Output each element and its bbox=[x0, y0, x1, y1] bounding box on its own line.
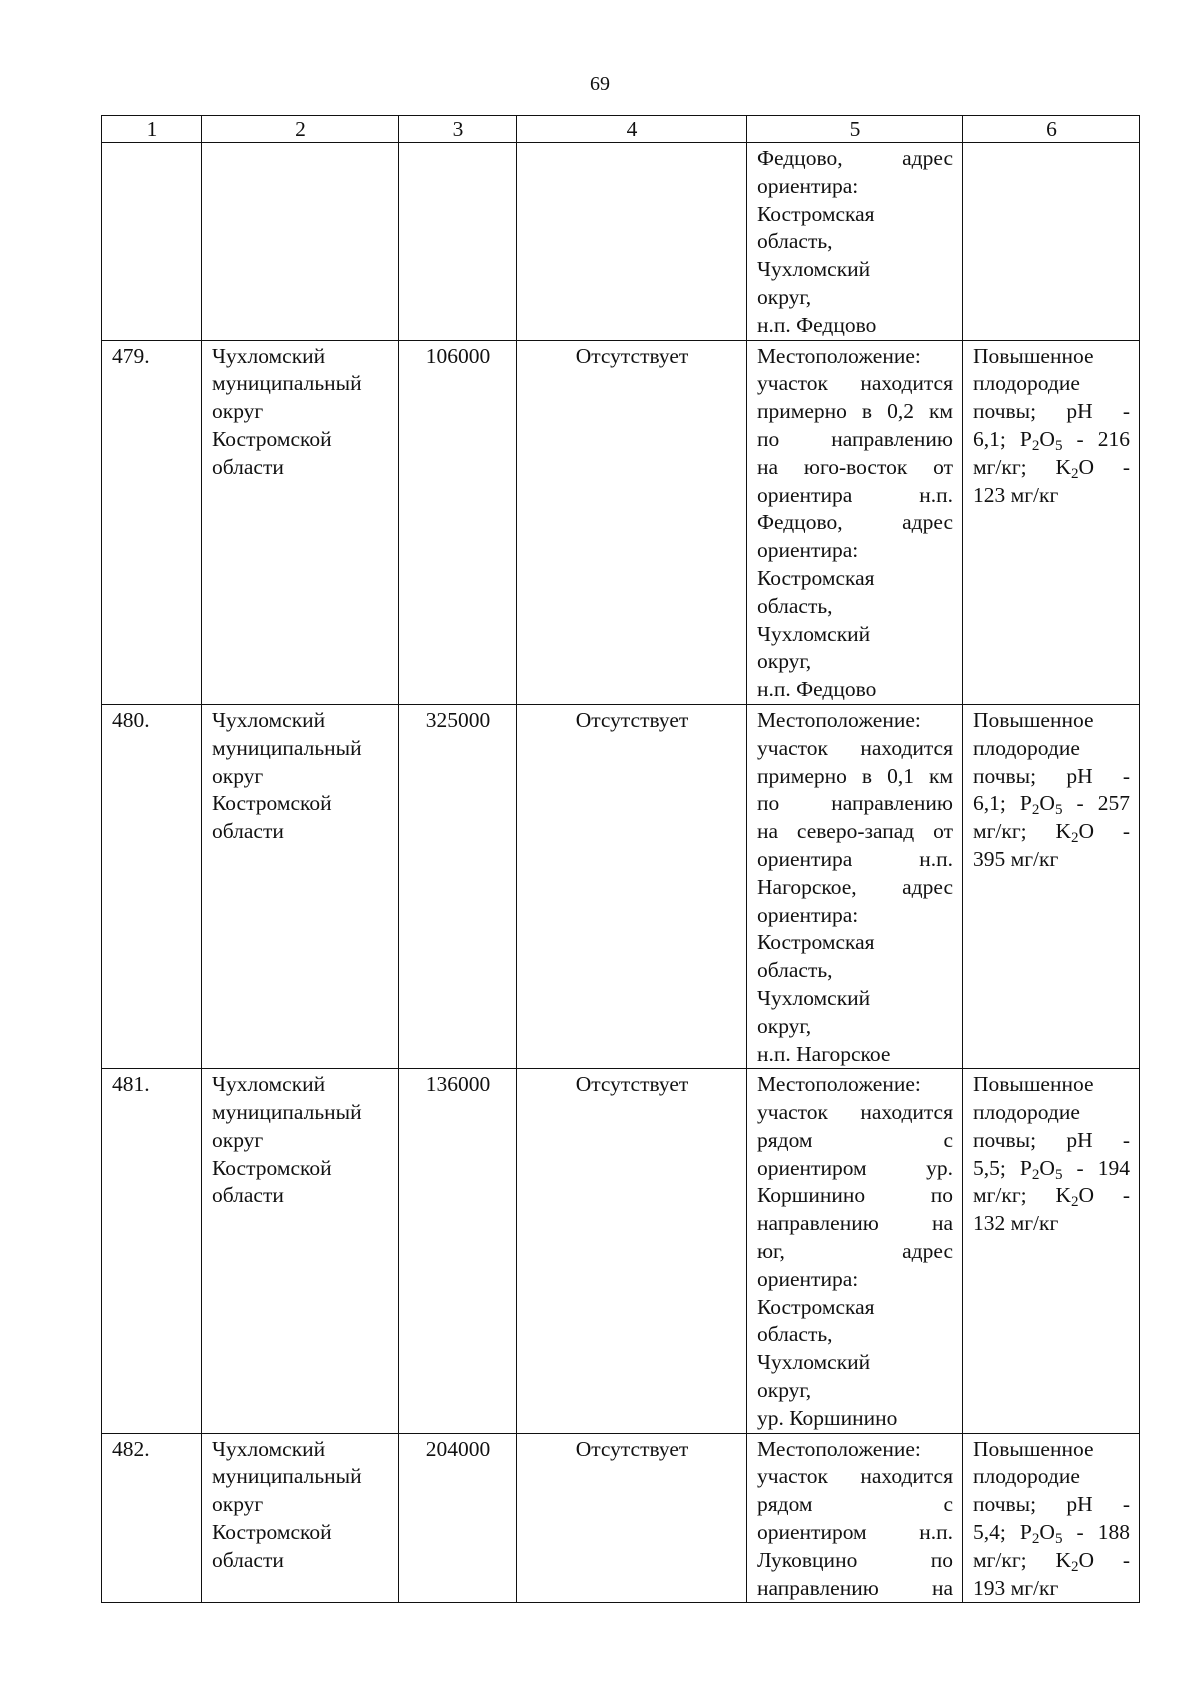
cell-soil bbox=[963, 143, 1140, 341]
soil-line: плодородие bbox=[973, 371, 1080, 396]
soil-line: почвы; pH - bbox=[973, 399, 1130, 424]
municipality-line: муниципальный bbox=[212, 735, 362, 760]
municipality-line: области bbox=[212, 1547, 284, 1572]
municipality-line: Чухломский bbox=[212, 707, 326, 732]
cell-soil bbox=[963, 704, 1140, 1068]
k2o-value: 123 мг/кг bbox=[973, 482, 1059, 507]
location-line: на северо-запад от bbox=[757, 819, 953, 844]
location-line: Местоположение: bbox=[757, 707, 921, 732]
municipality-line: Костромской bbox=[212, 426, 332, 451]
location-line: участок находится bbox=[757, 1100, 953, 1125]
soil-potassium-line bbox=[973, 818, 1130, 846]
cell-area: 106000 bbox=[399, 340, 517, 704]
unit: мг/кг; bbox=[973, 1547, 1027, 1572]
location-line: Местоположение: bbox=[757, 1072, 921, 1097]
location-line: рядом с bbox=[757, 1492, 953, 1517]
cell-num bbox=[102, 143, 202, 341]
municipality-line: муниципальный bbox=[212, 1100, 362, 1125]
soil-potassium-line bbox=[973, 1547, 1130, 1575]
soil-line: плодородие bbox=[973, 735, 1080, 760]
cell-location bbox=[747, 143, 963, 341]
cell-status bbox=[517, 143, 747, 341]
municipality-line: округ bbox=[212, 399, 264, 424]
location-line: по направлению bbox=[757, 791, 953, 816]
cell-municipality bbox=[202, 1069, 399, 1433]
cell-location bbox=[747, 1069, 963, 1433]
p2o5-label: $P_2O_5$ bbox=[1019, 426, 1063, 454]
location-line: участок находится bbox=[757, 735, 953, 760]
ph-value: 5,4; bbox=[973, 1520, 1006, 1545]
location-line: ориентиром ур. bbox=[757, 1155, 953, 1180]
table-row bbox=[102, 704, 1140, 1068]
location-line: по направлению bbox=[757, 426, 953, 451]
unit: мг/кг; bbox=[973, 454, 1027, 479]
column-header: 1 bbox=[102, 116, 202, 143]
ph-value: 5,5; bbox=[973, 1155, 1006, 1180]
k2o-value: 193 мг/кг bbox=[973, 1575, 1059, 1600]
municipality-line: области bbox=[212, 454, 284, 479]
column-header: 4 bbox=[517, 116, 747, 143]
soil-line: плодородие bbox=[973, 1100, 1080, 1125]
unit: мг/кг; bbox=[973, 819, 1027, 844]
location-line: Чухломский bbox=[757, 1350, 871, 1375]
table-row bbox=[102, 1433, 1140, 1603]
location-line: Местоположение: bbox=[757, 343, 921, 368]
land-plots-table bbox=[101, 115, 1140, 1603]
p2o5-label: $P_2O_5$ bbox=[1019, 1520, 1063, 1547]
location-line: округ, bbox=[757, 284, 812, 309]
soil-potassium-line bbox=[973, 454, 1130, 482]
municipality-line: Чухломский bbox=[212, 1072, 326, 1097]
municipality-line: муниципальный bbox=[212, 1464, 362, 1489]
soil-line: Повышенное bbox=[973, 707, 1094, 732]
ph-value: 6,1; bbox=[973, 791, 1006, 816]
location-line: Луковцино по bbox=[757, 1547, 953, 1572]
p2o5-value: - 194 bbox=[1076, 1155, 1131, 1180]
soil-potassium-line bbox=[973, 1182, 1130, 1210]
cell-num: 481. bbox=[102, 1069, 202, 1433]
location-line: Костромская bbox=[757, 1294, 875, 1319]
table-header-row bbox=[102, 116, 1140, 143]
location-line: область, bbox=[757, 1322, 833, 1347]
location-line: область, bbox=[757, 958, 833, 983]
location-line: Федцово, адрес bbox=[757, 146, 953, 170]
p2o5-value: - 257 bbox=[1076, 791, 1131, 816]
cell-num: 479. bbox=[102, 340, 202, 704]
location-line: ориентира: bbox=[757, 902, 859, 927]
cell-location bbox=[747, 1433, 963, 1603]
cell-municipality bbox=[202, 143, 399, 341]
location-line: Нагорское, адрес bbox=[757, 874, 953, 899]
location-line: юг, адрес bbox=[757, 1239, 953, 1264]
cell-status: Отсутствует bbox=[517, 340, 747, 704]
column-header: 3 bbox=[399, 116, 517, 143]
soil-phosphorus-line bbox=[973, 1519, 1130, 1547]
location-line: ур. Коршинино bbox=[757, 1405, 898, 1430]
location-line: примерно в 0,1 км bbox=[757, 763, 953, 788]
cell-area: 204000 bbox=[399, 1433, 517, 1603]
k2o-label: $K_2O$ - bbox=[1055, 1183, 1131, 1211]
k2o-label: $K_2O$ - bbox=[1055, 454, 1131, 482]
table-row bbox=[102, 340, 1140, 704]
soil-line: почвы; pH - bbox=[973, 1492, 1130, 1517]
k2o-value: 132 мг/кг bbox=[973, 1211, 1059, 1236]
location-line: ориентира н.п. bbox=[757, 482, 953, 507]
cell-status: Отсутствует bbox=[517, 1069, 747, 1433]
p2o5-label: $P_2O_5$ bbox=[1019, 1155, 1063, 1183]
location-line: н.п. Нагорское bbox=[757, 1041, 891, 1066]
cell-status: Отсутствует bbox=[517, 1433, 747, 1603]
soil-line: почвы; pH - bbox=[973, 1127, 1130, 1152]
municipality-line: округ bbox=[212, 1492, 264, 1517]
soil-phosphorus-line bbox=[973, 1155, 1130, 1183]
municipality-line: Костромской bbox=[212, 1155, 332, 1180]
location-line: рядом с bbox=[757, 1127, 953, 1152]
cell-location bbox=[747, 340, 963, 704]
soil-line: плодородие bbox=[973, 1464, 1080, 1489]
location-line: округ, bbox=[757, 1378, 812, 1403]
location-line: Чухломский bbox=[757, 985, 871, 1010]
location-line: округ, bbox=[757, 649, 812, 674]
location-line: область, bbox=[757, 229, 833, 254]
k2o-label: $K_2O$ - bbox=[1055, 819, 1131, 846]
column-header: 2 bbox=[202, 116, 399, 143]
location-line: ориентира: bbox=[757, 538, 859, 563]
cell-area: 136000 bbox=[399, 1069, 517, 1433]
p2o5-label: $P_2O_5$ bbox=[1019, 791, 1063, 819]
location-line: Костромская bbox=[757, 201, 875, 226]
location-line: Федцово, адрес bbox=[757, 510, 953, 535]
location-line: Коршинино по bbox=[757, 1183, 953, 1208]
location-line: примерно в 0,2 км bbox=[757, 399, 953, 424]
soil-phosphorus-line bbox=[973, 426, 1130, 454]
column-header: 6 bbox=[963, 116, 1140, 143]
location-line: Чухломский bbox=[757, 257, 871, 282]
location-line: участок находится bbox=[757, 371, 953, 396]
municipality-line: области bbox=[212, 1183, 284, 1208]
location-line: направлению на bbox=[757, 1575, 953, 1600]
municipality-line: округ bbox=[212, 1127, 264, 1152]
cell-area bbox=[399, 143, 517, 341]
ph-value: 6,1; bbox=[973, 426, 1006, 451]
cell-soil bbox=[963, 340, 1140, 704]
soil-line: Повышенное bbox=[973, 343, 1094, 368]
soil-line: почвы; pH - bbox=[973, 763, 1130, 788]
cell-num: 482. bbox=[102, 1433, 202, 1603]
location-line: округ, bbox=[757, 1013, 812, 1038]
location-line: Костромская bbox=[757, 930, 875, 955]
k2o-label: $K_2O$ - bbox=[1055, 1547, 1131, 1575]
cell-status: Отсутствует bbox=[517, 704, 747, 1068]
location-line: н.п. Федцово bbox=[757, 677, 877, 702]
location-line: Местоположение: bbox=[757, 1436, 921, 1461]
location-line: область, bbox=[757, 593, 833, 618]
table-row-continuation bbox=[102, 143, 1140, 341]
location-line: ориентира: bbox=[757, 173, 859, 198]
soil-line: Повышенное bbox=[973, 1072, 1094, 1097]
soil-line: Повышенное bbox=[973, 1436, 1094, 1461]
cell-area: 325000 bbox=[399, 704, 517, 1068]
municipality-line: муниципальный bbox=[212, 371, 362, 396]
location-line: Костромская bbox=[757, 565, 875, 590]
p2o5-value: - 216 bbox=[1076, 426, 1131, 451]
municipality-line: области bbox=[212, 819, 284, 844]
location-line: участок находится bbox=[757, 1464, 953, 1489]
cell-municipality bbox=[202, 340, 399, 704]
cell-municipality bbox=[202, 1433, 399, 1603]
k2o-value: 395 мг/кг bbox=[973, 846, 1059, 871]
p2o5-value: - 188 bbox=[1076, 1520, 1131, 1545]
location-line: н.п. Федцово bbox=[757, 312, 877, 337]
location-line: ориентиром н.п. bbox=[757, 1520, 953, 1545]
municipality-line: Чухломский bbox=[212, 1436, 326, 1461]
table-row bbox=[102, 1069, 1140, 1433]
cell-soil bbox=[963, 1069, 1140, 1433]
cell-num: 480. bbox=[102, 704, 202, 1068]
location-line: направлению на bbox=[757, 1211, 953, 1236]
location-line: Чухломский bbox=[757, 621, 871, 646]
location-line: на юго-восток от bbox=[757, 454, 953, 479]
cell-location bbox=[747, 704, 963, 1068]
municipality-line: Костромской bbox=[212, 791, 332, 816]
municipality-line: округ bbox=[212, 763, 264, 788]
municipality-line: Чухломский bbox=[212, 343, 326, 368]
cell-municipality bbox=[202, 704, 399, 1068]
page-number: 69 bbox=[590, 73, 610, 95]
unit: мг/кг; bbox=[973, 1183, 1027, 1208]
location-line: ориентира: bbox=[757, 1266, 859, 1291]
municipality-line: Костромской bbox=[212, 1520, 332, 1545]
cell-soil bbox=[963, 1433, 1140, 1603]
location-line: ориентира н.п. bbox=[757, 846, 953, 871]
column-header: 5 bbox=[747, 116, 963, 143]
soil-phosphorus-line bbox=[973, 790, 1130, 818]
